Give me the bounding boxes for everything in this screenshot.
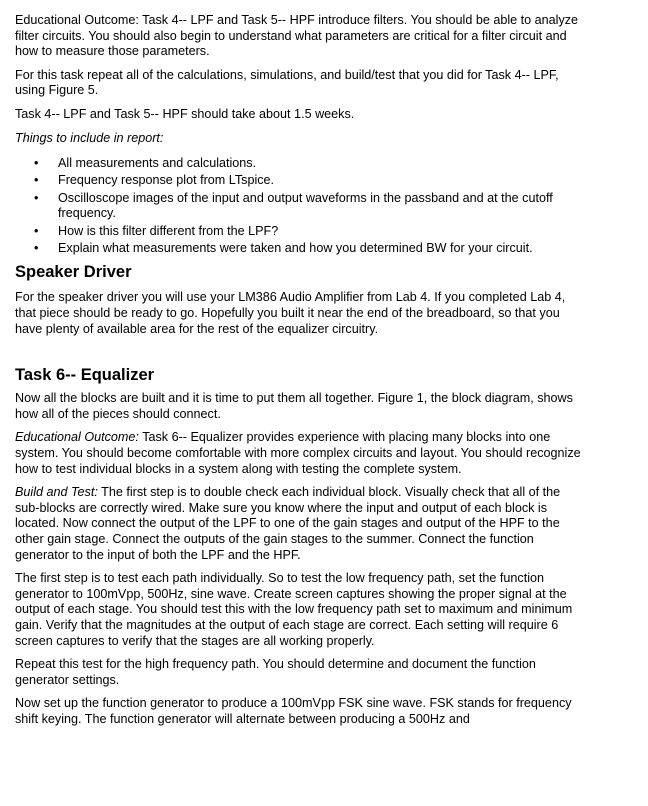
bullet-icon: • xyxy=(34,240,39,255)
task6-build-paragraph xyxy=(15,485,587,563)
list-item xyxy=(15,173,587,189)
list-item xyxy=(15,156,587,172)
list-item-text: Oscilloscope images of the input and output waveforms in the passband and at the cutoff frequency. xyxy=(58,190,553,221)
report-items-list xyxy=(15,156,587,256)
task6-repeat-high-paragraph: Repeat this test for the high frequency path. You should determine and document the function generator settings. xyxy=(15,657,536,687)
build-label: Build and Test: xyxy=(15,485,98,500)
list-item-text: All measurements and calculations. xyxy=(58,156,257,171)
task6-fsk-paragraph: Now set up the function generator to produce a 100mVpp FSK sine wave. FSK stands for frequency shift keying. The function generator will alternate between producing a 500Hz and xyxy=(15,696,572,726)
build-text: The first step is to double check each individual block. Visually check that all of the sub-blocks are correctly wired. Make sure you know where the input and output of each block is located. Now connect the output of the LPF to one of the gain stages and output of the HPF to the other gain stage. Connect the outputs of the gain stages to the summer. Connect the function generator to the input of both the LPF and the HPF. xyxy=(15,485,561,562)
task6-heading: Task 6-- Equalizer xyxy=(15,366,155,385)
speaker-driver-heading: Speaker Driver xyxy=(15,263,132,282)
outcome-label: Educational Outcome: xyxy=(15,430,139,445)
list-item-text: Frequency response plot from LTspice. xyxy=(58,173,275,188)
list-item-text: Explain what measurements were taken and how you determined BW for your circuit. xyxy=(58,240,533,255)
list-item xyxy=(15,241,587,257)
report-heading: Things to include in report: xyxy=(15,130,164,145)
task6-intro-paragraph: Now all the blocks are built and it is time to put them all together. Figure 1, the block diagram, shows how all of the pieces should connect. xyxy=(15,391,573,421)
speaker-driver-paragraph: For the speaker driver you will use your LM386 Audio Amplifier from Lab 4. If you completed Lab 4, that piece should be ready to go. Hopefully you built it near the end of the breadboard, so that you have plenty of available area for the rest of the equalizer circuitry. xyxy=(15,290,566,336)
task-repeat-paragraph: For this task repeat all of the calculations, simulations, and build/test that you did for Task 4-- LPF, using Figure 5. xyxy=(15,67,559,98)
list-item-text: How is this filter different from the LPF? xyxy=(58,223,279,238)
outcome-text: Task 6-- Equalizer provides experience with placing many blocks into one system. You should become comfortable with more complex circuits and layout. You should recognize how to test individual blocks in a system along with testing the complete system. xyxy=(15,430,581,476)
bullet-icon: • xyxy=(34,156,39,171)
bullet-icon: • xyxy=(34,190,39,205)
duration-paragraph: Task 4-- LPF and Task 5-- HPF should take about 1.5 weeks. xyxy=(15,106,355,121)
outcome-intro-paragraph: Educational Outcome: Task 4-- LPF and Task 5-- HPF introduce filters. You should be able to analyze filter circuits. You should also begin to understand what parameters are critical for a filter circuit and how to measure those parameters. xyxy=(15,13,579,59)
list-item xyxy=(15,191,587,222)
task6-outcome-paragraph xyxy=(15,430,587,477)
document-page xyxy=(15,13,587,736)
task6-path-test-paragraph: The first step is to test each path individually. So to test the low frequency path, set the function generator to 100mVpp, 500Hz, sine wave. Create screen captures showing the proper signal at the output of each stage. You should test this with the low frequency path set to maximum and minimum gain. Verify that the magnitudes at the output of each stage are correct. Each setting will require 6 screen captures to verify that the stages are all working properly. xyxy=(15,571,573,648)
bullet-icon: • xyxy=(34,223,39,238)
list-item xyxy=(15,224,587,240)
bullet-icon: • xyxy=(34,173,39,188)
